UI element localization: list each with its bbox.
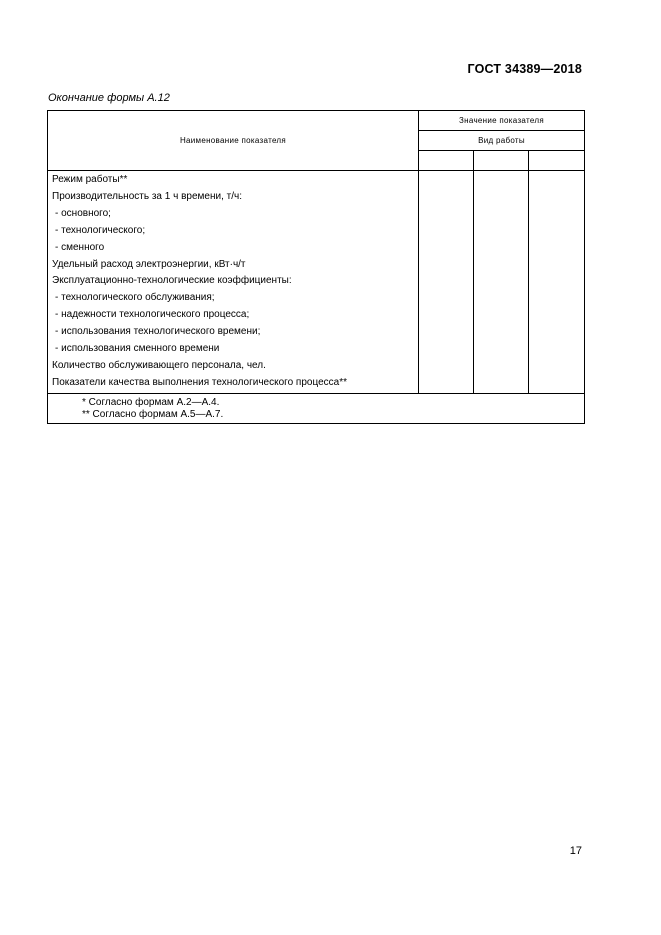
work-type-column-1 [419, 151, 474, 171]
page-number: 17 [569, 845, 582, 857]
value-cell-2 [474, 171, 529, 189]
value-cell-3 [529, 307, 585, 324]
value-cell-1 [419, 290, 474, 307]
indicator-name-cell: Производительность за 1 ч времени, т/ч: [48, 189, 419, 206]
value-cell-2 [474, 257, 529, 274]
value-cell-3 [529, 171, 585, 189]
value-cell-3 [529, 324, 585, 341]
value-cell-1 [419, 358, 474, 375]
value-cell-3 [529, 341, 585, 358]
table-row [48, 375, 585, 393]
value-cell-1 [419, 189, 474, 206]
table-row [48, 290, 585, 307]
work-type-column-3 [529, 151, 585, 171]
indicator-name-cell: Удельный расход электроэнергии, кВт·ч/т [48, 257, 419, 274]
form-caption: Окончание формы А.12 [48, 92, 170, 104]
indicator-name-cell: Эксплуатационно-технологические коэффициенты: [48, 273, 419, 290]
value-cell-2 [474, 206, 529, 223]
value-cell-2 [474, 240, 529, 257]
indicators-table [47, 110, 585, 424]
value-cell-1 [419, 206, 474, 223]
table-row [48, 206, 585, 223]
indicator-name-cell: - сменного [48, 240, 419, 257]
value-cell-2 [474, 290, 529, 307]
value-cell-3 [529, 257, 585, 274]
table-row [48, 189, 585, 206]
value-cell-2 [474, 324, 529, 341]
value-cell-2 [474, 189, 529, 206]
value-cell-3 [529, 290, 585, 307]
table-row [48, 358, 585, 375]
table-row [48, 273, 585, 290]
indicator-name-cell: Режим работы** [48, 171, 419, 189]
column-header-name: Наименование показателя [48, 111, 419, 171]
indicator-name-cell: - технологического; [48, 223, 419, 240]
value-cell-1 [419, 375, 474, 393]
indicator-name-cell: - использования технологического времени; [48, 324, 419, 341]
value-cell-1 [419, 171, 474, 189]
table-row [48, 257, 585, 274]
value-cell-2 [474, 307, 529, 324]
value-cell-3 [529, 375, 585, 393]
table-row [48, 171, 585, 189]
indicator-name-cell: - использования сменного времени [48, 341, 419, 358]
value-cell-3 [529, 358, 585, 375]
footnote-1: * Согласно формам А.2—А.4. [82, 396, 220, 408]
value-cell-1 [419, 273, 474, 290]
indicator-name-cell: - надежности технологического процесса; [48, 307, 419, 324]
value-cell-1 [419, 341, 474, 358]
table-body [48, 171, 585, 394]
table-row [48, 341, 585, 358]
table-row [48, 240, 585, 257]
table-footnotes [48, 393, 585, 423]
value-cell-2 [474, 358, 529, 375]
value-cell-1 [419, 307, 474, 324]
value-cell-1 [419, 223, 474, 240]
value-cell-1 [419, 240, 474, 257]
value-cell-2 [474, 273, 529, 290]
table-row [48, 223, 585, 240]
value-cell-3 [529, 206, 585, 223]
value-cell-1 [419, 257, 474, 274]
value-cell-2 [474, 341, 529, 358]
indicator-name-cell: Показатели качества выполнения технологического процесса** [48, 375, 419, 393]
indicator-name-cell: Количество обслуживающего персонала, чел. [48, 358, 419, 375]
column-header-work-type: Вид работы [419, 131, 585, 151]
value-cell-1 [419, 324, 474, 341]
value-cell-3 [529, 240, 585, 257]
value-cell-3 [529, 273, 585, 290]
footnote-2: ** Согласно формам А.5—А.7. [82, 408, 224, 420]
table-row [48, 307, 585, 324]
value-cell-3 [529, 189, 585, 206]
value-cell-3 [529, 223, 585, 240]
table-row [48, 324, 585, 341]
value-cell-2 [474, 375, 529, 393]
column-header-value: Значение показателя [419, 111, 585, 131]
indicator-name-cell: - технологического обслуживания; [48, 290, 419, 307]
work-type-column-2 [474, 151, 529, 171]
value-cell-2 [474, 223, 529, 240]
indicator-name-cell: - основного; [48, 206, 419, 223]
standard-code: ГОСТ 34389—2018 [467, 62, 582, 76]
